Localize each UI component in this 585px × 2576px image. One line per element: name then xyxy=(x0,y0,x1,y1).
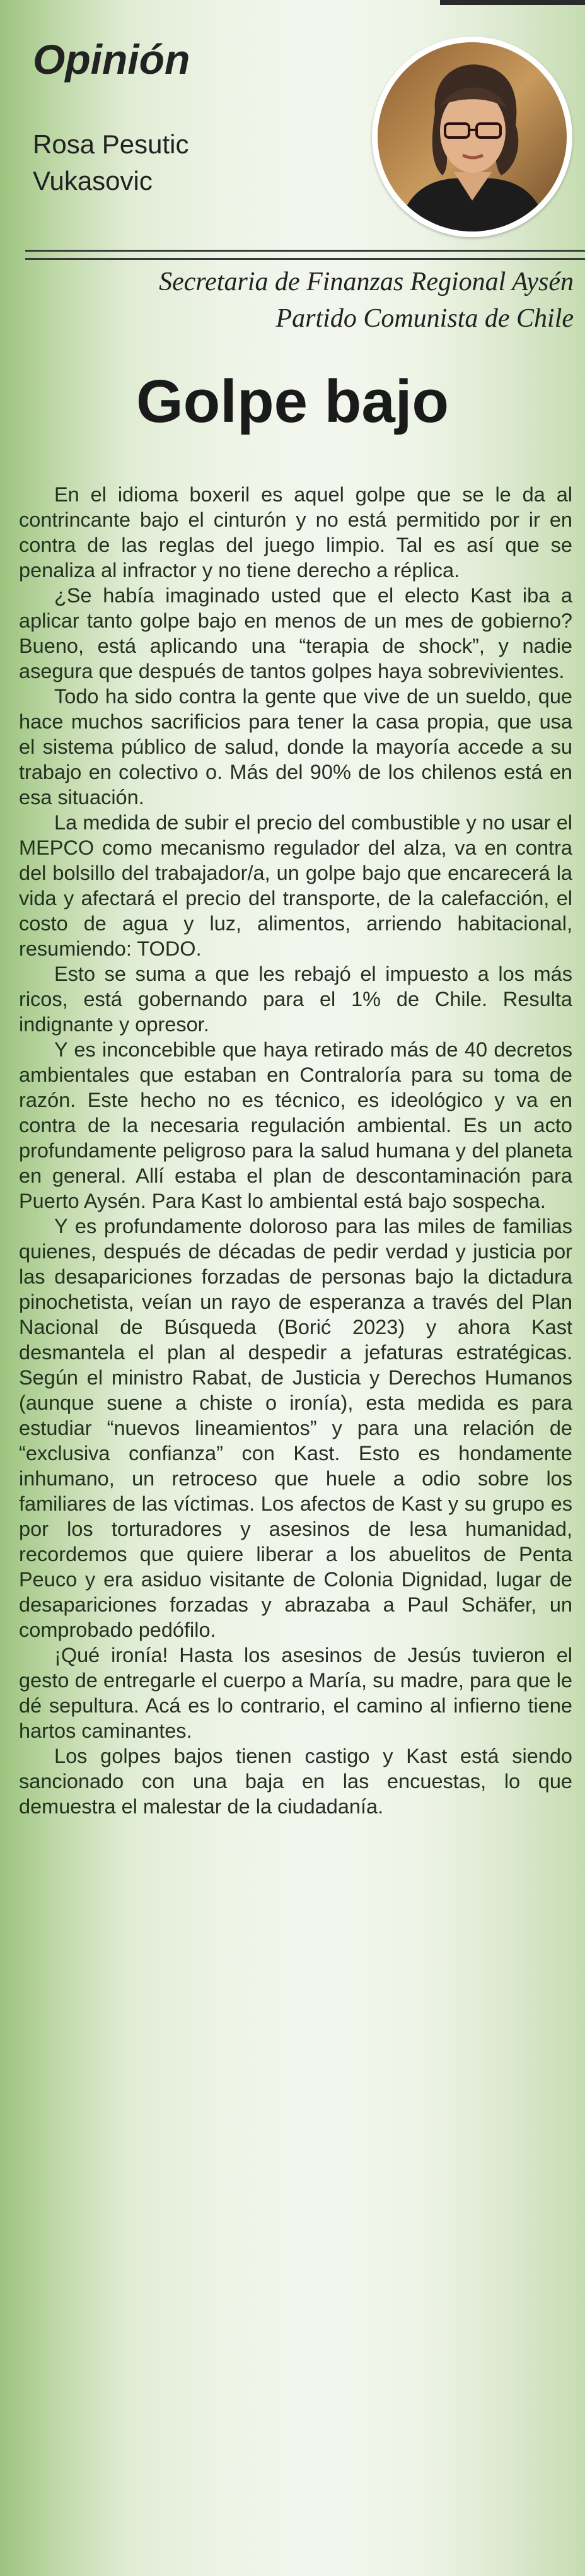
article-paragraph: Y es inconcebible que haya retirado más de 40 decretos ambientales que estaban en Contraloría para su toma de razón. Este hecho no es técnico, es ideológico y va en contra de la necesaria regulación ambiental. Es un acto profundamente peligroso para la salud humana y del planeta en general. Allí estaba el plan de descontaminación para Puerto Aysén. Para Kast lo ambiental está bajo sospecha. xyxy=(19,1038,572,1212)
article-title: Golpe bajo xyxy=(136,368,449,435)
article-paragraph: Todo ha sido contra la gente que vive de un sueldo, que hace muchos sacrificios para tener la casa propia, que usa el sistema público de salud, donde la mayoría accede a su trabajo en colectivo o. Más del 90% de los chilenos está en esa situación. xyxy=(19,685,572,809)
article-paragraph: En el idioma boxeril es aquel golpe que se le da al contrincante bajo el cinturón y no está permitido por ir en contra de las reglas del juego limpio. Tal es así que se penaliza al infractor y no tiene derecho a réplica. xyxy=(19,483,572,582)
author-second-line: Vukasovic xyxy=(33,166,153,196)
author-portrait-image xyxy=(372,37,572,237)
article-paragraph: ¡Qué ironía! Hasta los asesinos de Jesús tuvieron el gesto de entregarle el cuerpo a María, su madre, para que le dé sepultura. Acá es lo contrario, el camino al infierno tiene hartos caminantes. xyxy=(19,1644,572,1742)
article-paragraph: Esto se suma a que les rebajó el impuesto a los más ricos, está gobernando para el 1% de Chile. Resulta indignante y opresor. xyxy=(19,963,572,1036)
author-affiliation xyxy=(159,264,574,337)
affiliation-role: Secretaria de Finanzas Regional Aysén xyxy=(159,267,574,296)
article-body xyxy=(19,482,572,1819)
affiliation-party: Partido Comunista de Chile xyxy=(275,304,574,333)
author-first-line: Rosa Pesutic xyxy=(33,129,189,159)
section-title: Opinión xyxy=(33,36,190,83)
top-header-strip xyxy=(440,0,585,5)
article-paragraph: Los golpes bajos tienen castigo y Kast está siendo sancionado con una baja en las encuestas, lo que demuestra el malestar de la ciudadanía. xyxy=(19,1745,572,1818)
header-divider xyxy=(25,250,585,260)
article-paragraph: Y es profundamente doloroso para las miles de familias quienes, después de décadas de pedir verdad y justicia por las desapariciones forzadas de personas bajo la dictadura pinochetista, veían un rayo de esperanza a través del Plan Nacional de Búsqueda (Borić 2023) y ahora Kast desmantela el plan al despedir a jefaturas estratégicas. Según el ministro Rabat, de Justicia y Derechos Humanos (aunque suene a chiste o ironía), esta medida es para estudiar “nuevos lineamientos” y para una relación de “exclusiva confianza” con Kast. Esto es hondamente inhumano, un retroceso que huele a odio sobre los familiares de las víctimas. Los afectos de Kast y su grupo es por los torturadores y asesinos de lesa humanidad, recordemos que quiere liberar a los abuelitos de Penta Peuco y era asiduo visitante de Colonia Dignidad, lugar de desapariciones forzadas y abrazaba a Paul Schäfer, un comprobado pedófilo. xyxy=(19,1215,572,1641)
author-name xyxy=(33,126,188,199)
article-paragraph: ¿Se había imaginado usted que el electo Kast iba a aplicar tanto golpe bajo en menos de un mes de gobierno? Bueno, está aplicando una “terapia de shock”, y nadie asegura que después de tantos golpes haya sobrevivientes. xyxy=(19,584,572,682)
author-photo xyxy=(372,37,572,237)
article-paragraph: La medida de subir el precio del combustible y no usar el MEPCO como mecanismo regulador del alza, va en contra del bolsillo del trabajador/a, un golpe bajo que encarecerá la vida y afectará el precio del transporte, de la calefacción, el costo de agua y luz, alimentos, arriendo habitacional, resumiendo: TODO. xyxy=(19,811,572,960)
